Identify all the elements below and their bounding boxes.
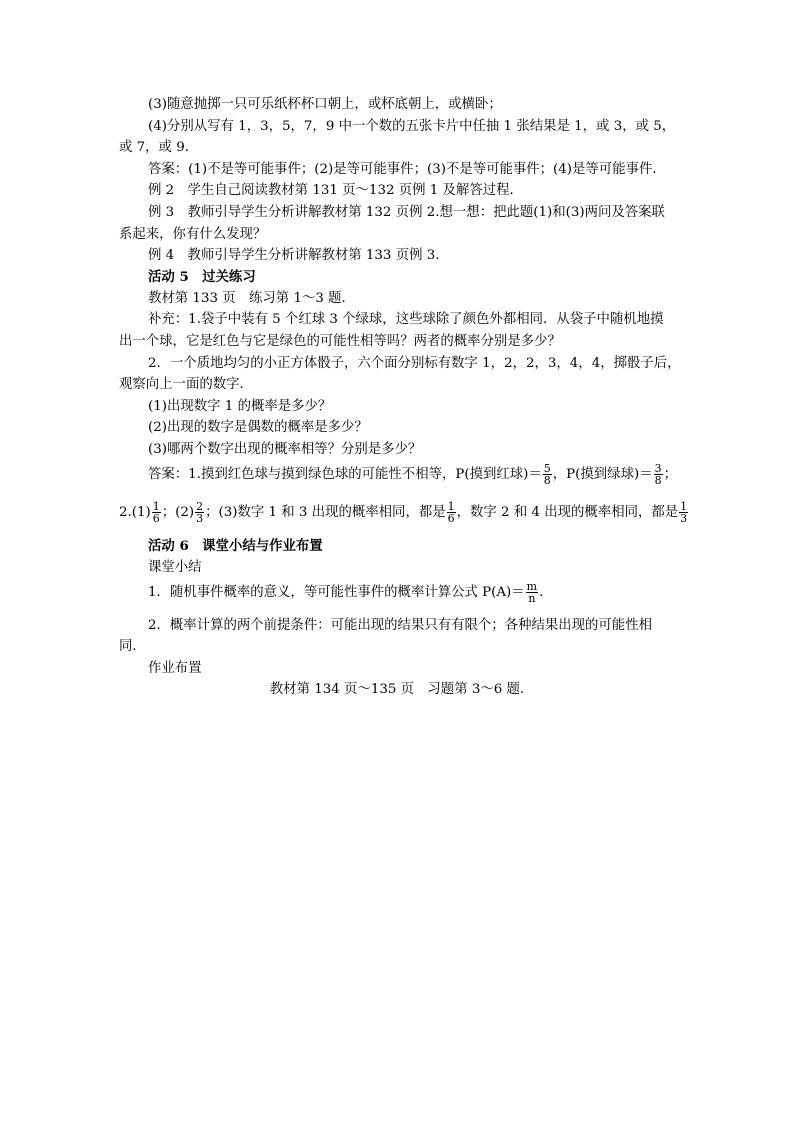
- paragraph-line: 出一个球，它是红色与它是绿色的可能性相等吗？两者的概率分别是多少？: [119, 334, 561, 349]
- paragraph-line: 观察向上一面的数字．: [119, 377, 253, 392]
- answer-text: ，P(摸到绿球)＝: [552, 467, 653, 482]
- paragraph-line: 系起来，你有什么发现？: [119, 227, 267, 242]
- answer-line: [119, 500, 689, 526]
- answer-line: [148, 462, 677, 488]
- fraction: [679, 501, 688, 524]
- answer-text: ；: [663, 467, 677, 482]
- denominator: n: [528, 592, 536, 605]
- sub-question: (1)出现数字 1 的概率是多少？: [148, 399, 332, 414]
- summary-point-1: [148, 580, 543, 606]
- denominator: 8: [654, 474, 662, 487]
- numerator: 2: [196, 500, 204, 513]
- paragraph-line: (4)分别从写有 1，3，5，7，9 中一个数的五张卡片中任抽 1 张结果是 1，或 3，或 5，: [148, 119, 676, 134]
- numerator: m: [526, 580, 538, 593]
- answer-text: ，数字 2 和 4 出现的概率相同，都是: [456, 505, 679, 520]
- numerator: 1: [447, 500, 455, 513]
- summary-point-2: 2．概率计算的两个前提条件：可能出现的结果只有有限个；各种结果出现的可能性相: [148, 618, 652, 633]
- denominator: 6: [152, 512, 160, 525]
- subsection-heading: 作业布置: [148, 661, 202, 676]
- denominator: 3: [680, 512, 688, 525]
- fraction: [195, 501, 204, 524]
- fraction: [447, 501, 456, 524]
- example-4: 例 4 教师引导学生分析讲解教材第 133 页例 3.: [148, 248, 440, 263]
- sub-question: (2)出现的数字是偶数的概率是多少？: [148, 420, 368, 435]
- numerator: 1: [680, 500, 688, 513]
- answer-text: 答案：1.摸到红色球与摸到绿色球的可能性不相等，P(摸到红球)＝: [148, 467, 542, 482]
- denominator: 6: [447, 512, 455, 525]
- denominator: 3: [196, 512, 204, 525]
- paragraph-line: 同．: [119, 639, 146, 654]
- example-2: 例 2 学生自己阅读教材第 131 页～132 页例 1 及解答过程．: [148, 183, 523, 198]
- answer-text: 2.(1): [119, 505, 151, 520]
- summary-text: 1．随机事件概率的意义，等可能性事件的概率计算公式 P(A)＝: [148, 585, 525, 600]
- paragraph-line: (3)随意抛掷一只可乐纸杯杯口朝上，或杯底朝上，或横卧；: [148, 97, 502, 112]
- example-3: 例 3 教师引导学生分析讲解教材第 132 页例 2.想一想：把此题(1)和(3)两问及答案联: [148, 205, 665, 220]
- answer-text: ；(2): [161, 505, 195, 520]
- homework-line: 教材第 134 页～135 页 习题第 3～6 题.: [269, 682, 525, 697]
- answer-line: 答案：(1)不是等可能事件；(2)是等可能事件；(3)不是等可能事件；(4)是等可能事件．: [148, 162, 666, 177]
- fraction: [654, 463, 663, 486]
- numerator: 5: [543, 462, 551, 475]
- numerator: 3: [654, 462, 662, 475]
- section-heading: 活动 6 课堂小结与作业布置: [148, 538, 323, 554]
- paragraph-line: 或 7，或 9.: [119, 140, 189, 155]
- supplement-question-1: 补充：1.袋子中装有 5 个红球 3 个绿球，这些球除了颜色外都相同．从袋子中随机地摸: [148, 312, 664, 327]
- subsection-heading: 课堂小结: [148, 560, 202, 575]
- supplement-question-2: 2．一个质地均匀的小正方体骰子，六个面分别标有数字 1，2，2，3，4，4，掷骰子后，: [148, 356, 681, 371]
- numerator: 1: [152, 500, 160, 513]
- sub-question: (3)哪两个数字出现的概率相等？分别是多少？: [148, 442, 422, 457]
- fraction: [152, 501, 161, 524]
- section-heading: 活动 5 过关练习: [148, 269, 256, 285]
- paragraph-line: 教材第 133 页 练习第 1～3 题．: [148, 291, 355, 306]
- fraction: [543, 463, 552, 486]
- fraction: [526, 581, 538, 604]
- denominator: 8: [543, 474, 551, 487]
- answer-text: ；(3)数字 1 和 3 出现的概率相同，都是: [205, 505, 446, 520]
- summary-text: .: [539, 585, 544, 600]
